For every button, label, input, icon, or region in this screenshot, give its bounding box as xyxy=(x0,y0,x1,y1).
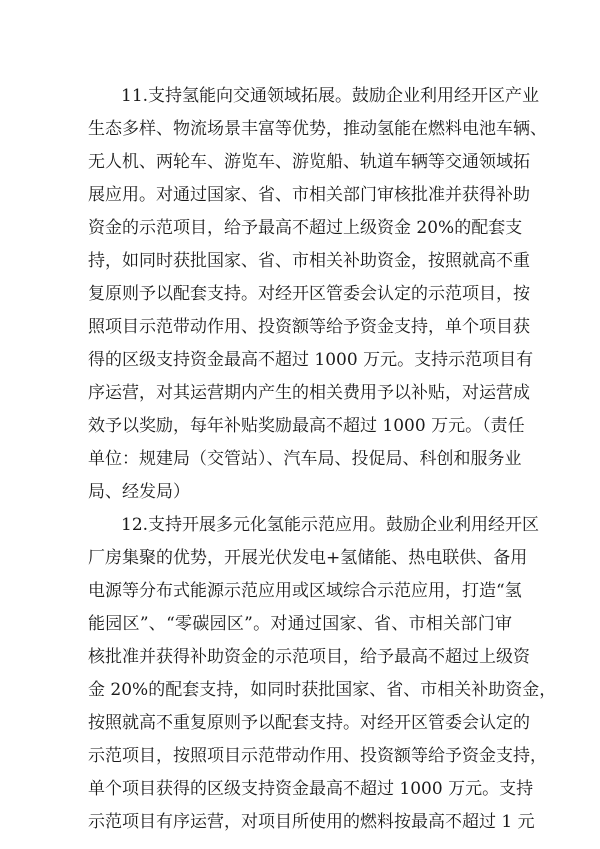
paragraph-11-line-12: 单位：规建局（交管站）、汽车局、投促局、科创和服务业 xyxy=(88,449,522,469)
paragraph-12-line-6: 金 20%的配套支持，如同时获批国家、省、市相关补助资金， xyxy=(88,680,557,700)
paragraph-11-line-2: 生态多样、物流场景丰富等优势，推动氢能在燃料电池车辆、 xyxy=(88,119,547,139)
paragraph-12-line-9: 单个项目获得的区级支持资金最高不超过 1000 万元。支持 xyxy=(88,779,534,799)
paragraph-11-line-9: 得的区级支持资金最高不超过 1000 万元。支持示范项目有 xyxy=(88,350,534,370)
paragraph-11-line-13: 局、经发局） xyxy=(88,482,190,502)
paragraph-11-line-1: 11.支持氢能向交通领域拓展。鼓励企业利用经开区产业 xyxy=(121,86,540,106)
paragraph-12-line-8: 示范项目，按照项目示范带动作用、投资额等给予资金支持， xyxy=(88,746,547,766)
paragraph-12-line-10: 示范项目有序运营，对项目所使用的燃料按最高不超过 1 元 xyxy=(88,812,535,832)
paragraph-12-line-2: 厂房集聚的优势，开展光伏发电+氢储能、热电联供、备用 xyxy=(88,548,528,568)
paragraph-11-line-6: 持，如同时获批国家、省、市相关补助资金，按照就高不重 xyxy=(88,251,530,271)
paragraph-12-line-4: 能园区”、“零碳园区”。对通过国家、省、市相关部门审 xyxy=(88,614,512,634)
paragraph-11-line-11: 效予以奖励，每年补贴奖励最高不超过 1000 万元。（责任 xyxy=(88,416,525,436)
paragraph-12-line-3: 电源等分布式能源示范应用或区域综合示范应用，打造“氢 xyxy=(88,581,522,601)
paragraph-11-line-7: 复原则予以配套支持。对经开区管委会认定的示范项目，按 xyxy=(88,284,530,304)
paragraph-12-line-1: 12.支持开展多元化氢能示范应用。鼓励企业利用经开区 xyxy=(121,515,540,535)
paragraph-12-line-7: 按照就高不重复原则予以配套支持。对经开区管委会认定的 xyxy=(88,713,530,733)
paragraph-11-line-4: 展应用。对通过国家、省、市相关部门审核批准并获得补助 xyxy=(88,185,530,205)
paragraph-11-line-10: 序运营，对其运营期内产生的相关费用予以补贴，对运营成 xyxy=(88,383,530,403)
paragraph-12-line-5: 核批准并获得补助资金的示范项目，给予最高不超过上级资 xyxy=(88,647,530,667)
paragraph-11-line-3: 无人机、两轮车、游览车、游览船、轨道车辆等交通领域拓 xyxy=(88,152,530,172)
paragraph-11-line-5: 资金的示范项目，给予最高不超过上级资金 20%的配套支 xyxy=(88,218,523,238)
paragraph-11-line-8: 照项目示范带动作用、投资额等给予资金支持，单个项目获 xyxy=(88,317,530,337)
